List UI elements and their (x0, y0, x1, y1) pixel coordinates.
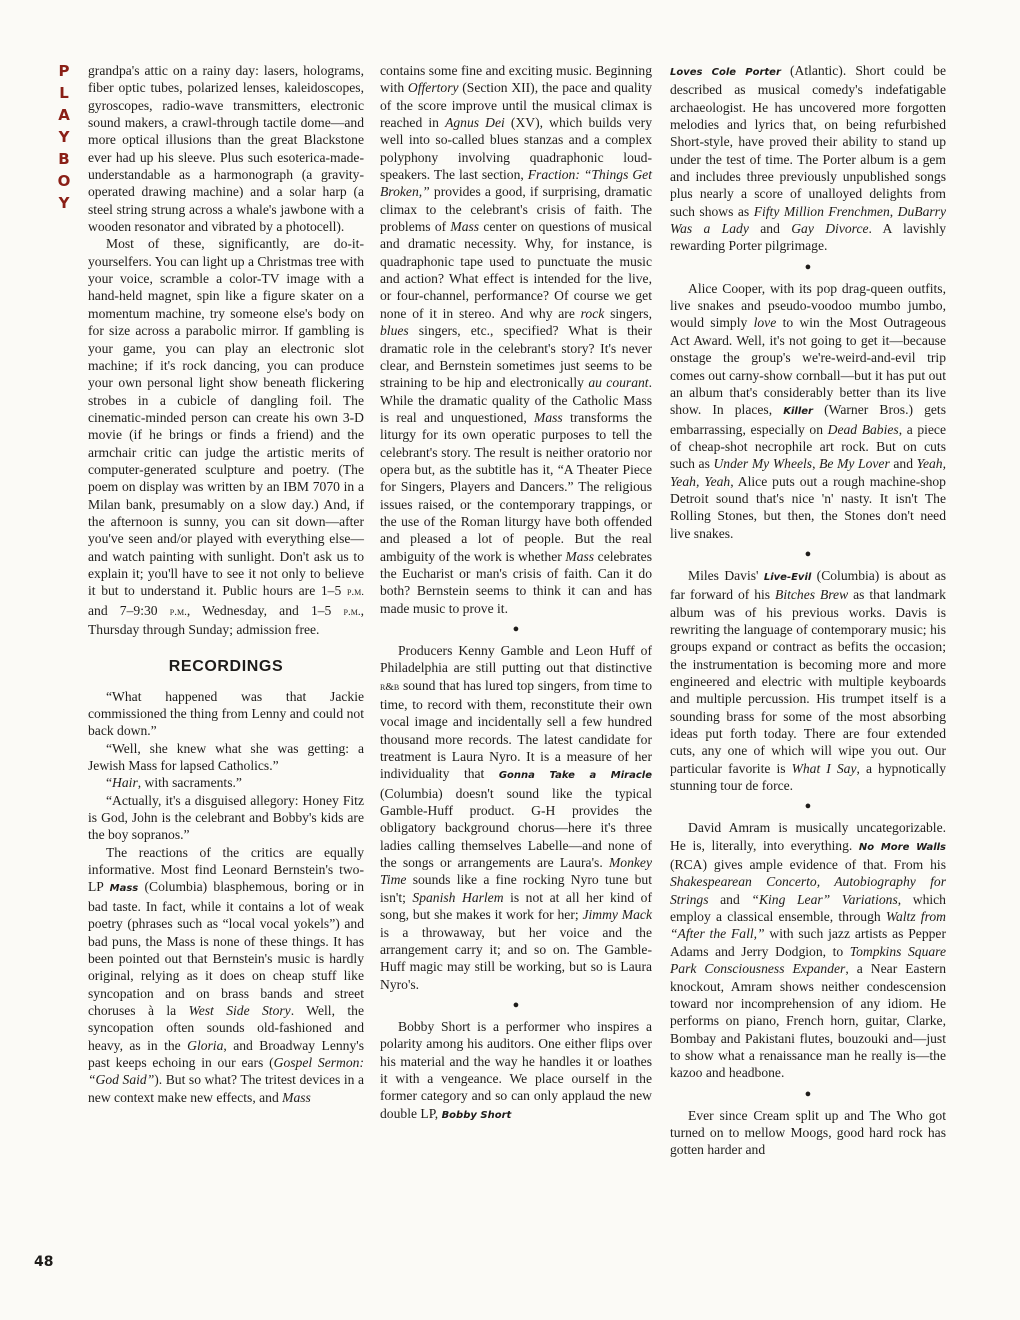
title-italic: Fifty Million Frenchmen (753, 203, 890, 219)
text-run: and (708, 891, 752, 907)
title-italic: Shakespearean Concerto, Autobiography for Strings (670, 874, 946, 907)
time-mark: p.m. (343, 605, 361, 618)
column-3 (670, 62, 946, 1159)
side-letter: P (58, 62, 70, 80)
section-bullet: ● (804, 547, 812, 560)
text-run: ). But so what? The tritest devices in a new context make new effects, and (88, 1072, 364, 1105)
title-italic: Waltz from “After the Fall,” (670, 909, 946, 942)
title-italic: Yeah, Yeah, Yeah (670, 456, 946, 489)
time-mark: p.m. (346, 586, 364, 599)
album-title: Killer (783, 406, 813, 418)
paragraph (380, 62, 652, 617)
album-title: Live-Evil (763, 571, 812, 583)
title-italic: Fraction: “Things Get Broken,” (380, 167, 652, 200)
text-run: and 7–9:30 (88, 602, 170, 618)
genre-mark: r&b (380, 680, 400, 693)
text-run: contains some fine and exciting music. Beginning with (380, 63, 652, 96)
text-run: is not at all her kind of song, but she makes it work for her; (380, 889, 652, 923)
title-italic: Agnus Dei (445, 115, 505, 131)
text-run: The reactions of the critics are equally informative. Most find Leonard Bernstein's two-LP (88, 844, 364, 895)
text-run: singers, etc., specified? What is their dramatic role in the celebrant's story? It's never clear, and Bernstein sometimes just seems to be straining to be hip and electronically (380, 323, 652, 391)
quote-paragraph (88, 774, 364, 791)
section-heading: RECORDINGS (168, 658, 284, 676)
album-title: Gonna Take a Miracle (498, 770, 652, 782)
side-letter: B (58, 150, 70, 168)
text-run: celebrates the Eucharist or man's crisis of faith. Can it do both? Bernstein seems to think it can and has made music to prove it. (380, 548, 653, 616)
section-bullet: ● (804, 260, 812, 273)
quote-paragraph: “Well, she knew what she was getting: a Jewish Mass for lapsed Catholics.” (88, 740, 364, 774)
text-run: with such jazz artists as Pepper Adams and Jerry Dodgion, to (670, 926, 946, 959)
section-bullet: ● (804, 1087, 812, 1100)
side-letter: Y (58, 194, 70, 212)
paragraph (670, 819, 946, 1081)
text-run: Most of these, significantly, are do-it-yourselfers. You can light up a Christmas tree with your voice, scramble a color-TV image with a hand-held magnet, spin like a figure skater on a momentum machine, try someone else's body on for size across a parabolic mirror. If gambling is your game, you can play an electronic slot machine; if it's rock dancing, you can produce your own personal light show beneath flickering strobes in a cubicle of dangling foil. The cinematic-minded person can create his own 3-D movie (if he brings or finds a friend) and the armchair critic can judge the artistic merits of computer-generated sculpture and poetry. (The poem on display was written by an IBM 7070 in a Milan bank, presumably on a slow day.) And, if the afternoon is sunny, you can sit down—after you've seen and/or played with everything else—and watch painting with sunlight. Don't ask us to explain it; you'll have to see it not only to believe it but to understand it. Public hours are 1–5 (88, 236, 364, 599)
text-run: , a Near Eastern knockout, Amram shows neither condescension toward nor incomprehension of any idiom. He performs on piano, French horn, guitar, Clarke, Bombay and Pakistani flutes, bouzouki and—just to show what a renaissance man he really is—the kazoo and headbone. (670, 961, 946, 1081)
column-2 (380, 62, 652, 1124)
text-run: , Wednesday, and 1–5 (186, 602, 344, 618)
title-italic: Dead Babies (827, 421, 899, 437)
text-run: (Columbia) is about as far forward of his (670, 567, 946, 603)
section-bullet: ● (512, 623, 520, 635)
album-title: Loves Cole Porter (670, 67, 781, 78)
text-run: provides a good, if surprising, dramatic climax to the celebrant's crisis of faith. The problems of (380, 184, 652, 235)
album-title: No More Walls (858, 841, 946, 853)
title-italic: Hair (112, 775, 138, 791)
text-run: (RCA) gives ample evidence of that. From his (670, 857, 946, 873)
side-letter: L (59, 84, 69, 102)
text-run: , Thursday through Sunday; admission free. (88, 602, 364, 637)
title-italic: Mass (450, 219, 480, 235)
paragraph (88, 62, 364, 235)
title-italic: love (753, 315, 777, 331)
text-run: singers, (604, 305, 652, 321)
title-italic: “King Lear” Variations (751, 891, 898, 907)
text-run: . While the dramatic quality of the Catholic Mass is real and unquestioned, (380, 375, 652, 425)
text-run: as that landmark album was of his previous works. Davis is rewriting the language of contemporary music; his groups expand or contract as befits the occasion; the instrumentation is becoming more and more engineered and electric with multiple keyboards and multiple percussion. His trumpet itself is a sounding brass for some of the most absorbing ideas put forth today. There are four extended cuts, any one of which will wipe you out. Our particular favorite is (670, 587, 946, 776)
side-letter: A (58, 106, 70, 124)
title-italic: Mass (565, 548, 595, 564)
title-italic: Mass (534, 409, 563, 425)
paragraph (670, 280, 946, 542)
title-italic: DuBarry Was a Lady (670, 203, 947, 237)
text-run: and (748, 221, 792, 237)
text-run: , with sacraments.” (137, 775, 242, 791)
title-italic: West Side Story (188, 1002, 291, 1018)
text-run: (Atlantic). Short could be described as musical comedy's indefatigable archaeologist. He has uncovered more forgotten melodies and lyrics that, on being refurbished Short-style, have proved their ability to stand up under the test of time. The Porter album is a gem and includes three previously unpublished songs plus nearly a score of unalloyed delights from such shows as (670, 63, 946, 219)
page-number: 48 (34, 1254, 54, 1270)
text-run: to win the Most Outrageous Act Award. Well, it's not going to get it—because onstage the group's we're-weird-and-evil trip comes out carny-show cornball—but it has put out an album that's considerably better than its live show. In places, (670, 315, 946, 418)
title-italic: What I Say (791, 760, 857, 776)
text-run: , a hypnotically stunning tour de force. (670, 760, 946, 794)
paragraph (380, 642, 652, 993)
side-letter: O (57, 172, 71, 190)
text-run: and (889, 456, 917, 472)
album-title: Bobby Short (441, 1109, 512, 1121)
paragraph (670, 567, 946, 794)
quote-paragraph: “What happened was that Jackie commissioned the thing from Lenny and could not back down.” (88, 688, 364, 739)
text-run: , which employ a classical ensemble, through (670, 891, 946, 925)
paragraph (88, 235, 364, 638)
text-run: , (889, 203, 898, 219)
text-run: sound that has lured top singers, from time to time, to record with them, reconstitute their own vocal image and incidentally sell a few hundred thousand more records. The latest candidate for treatment is Laura Nyro. It is a measure of her individuality that (380, 677, 652, 782)
paragraph (88, 844, 364, 1106)
title-italic: au courant (588, 375, 649, 391)
title-italic: Offertory (407, 80, 459, 96)
side-letter: Y (58, 128, 70, 146)
column-1 (88, 62, 364, 1106)
text-run: , (812, 456, 820, 472)
text-run: Ever since Cream split up and The Who got turned on to mellow Moogs, good hard rock has gotten harder and (670, 1107, 946, 1158)
text-run: Producers Kenny Gamble and Leon Huff of Philadelphia are still putting out that distinctive (380, 643, 652, 676)
title-italic: Be My Lover (819, 456, 890, 472)
paragraph (670, 1107, 946, 1159)
magazine-name-vertical (52, 60, 76, 214)
title-italic: rock (580, 305, 605, 321)
text-run: David Amram is musically uncategorizable. He is, literally, into everything. (670, 820, 946, 853)
title-italic: Gospel Sermon: “God Said” (88, 1054, 364, 1088)
text-run: . A lavishly rewarding Porter pilgrimage. (670, 221, 947, 254)
text-run: sounds like a fine rocking Nyro tune but isn't; (380, 872, 652, 905)
title-italic: blues (380, 323, 409, 339)
text-run: “ (106, 775, 113, 791)
text-run: Miles Davis' (688, 567, 764, 583)
title-italic: Mass (282, 1089, 311, 1105)
quote-paragraph: “Actually, it's a disguised allegory: Honey Fitz is God, John is the celebrant and Bobby's kids are the boy sopranos.” (88, 792, 364, 843)
album-title: Mass (109, 883, 139, 895)
title-italic: Gloria (187, 1037, 224, 1053)
text-run: , a piece of cheap-shot necrophile art rock. But on cuts such as (670, 421, 947, 472)
paragraph (670, 62, 946, 255)
text-run: Alice Cooper, with its pop drag-queen outfits, live snakes and pseudo-voodoo mumbo jumbo, would simply (670, 280, 946, 331)
section-bullet: ● (512, 998, 520, 1011)
title-italic: Jimmy Mack (582, 907, 652, 923)
time-mark: p.m. (169, 605, 187, 618)
title-italic: Tompkins Square Park Consciousness Expander (670, 943, 946, 977)
section-bullet: ● (804, 800, 812, 813)
text-run: (Columbia) blasphemous, boring or in bad taste. In fact, while it contains a lot of weak poetry (phrases such as “local vocal yokels”) and bad puns, the Mass is none of these things. It has been pointed out that Bernstein's music is hardly original, relying as it does on cheap stuff like syncopation and on brass bands and street choruses à la (88, 879, 364, 1018)
title-italic: Monkey Time (380, 855, 652, 888)
text-run: transforms the liturgy for its own operatic purposes to tell the celebrant's story. The result is neither oratorio nor opera but, as the subtitle has it, “A Theater Piece for Singers, Players and Dancers.” The religious issues raised, or the contemporary trappings, or the use of the Roman liturgy have both offended and pleased a lot of people. But the real ambiguity of the work is whether (380, 409, 652, 564)
text-run: . Well, the syncopation often sounds old-fashioned and heavy, as in the (88, 1002, 364, 1053)
text-run: (Section XII), the pace and quality of the score improve until the musical climax is reached in (380, 80, 652, 131)
text-run: (Warner Bros.) gets embarrassing, especially on (670, 402, 946, 437)
title-italic: Spanish Harlem (412, 889, 504, 905)
title-italic: Under My Wheels (713, 456, 813, 472)
text-run: (XV), which builds very well into so-called blues stanzas and a complex polyphony involving quadraphonic loud-speakers. The last section, (380, 115, 652, 183)
paragraph (380, 1018, 652, 1124)
text-run: is a throwaway, but her voice and the arrangement carry it; and so on. The Gamble-Huff magic may still be working, but so is Laura Nyro's. (380, 924, 652, 992)
title-italic: Bitches Brew (775, 587, 849, 603)
text-run: (Columbia) doesn't sound like the typical Gamble-Huff product. G-H provides the obligatory background chorus—here it's three ladies calling themselves Labelle—and none of the songs or arrangements are Laura's. (380, 785, 652, 871)
text-run: , Alice puts out a rough machine-shop Detroit sound that's nice 'n' nasty. It isn't The Rolling Stones, but then, the Stones don't need live snakes. (670, 473, 946, 541)
text-run: grandpa's attic on a rainy day: lasers, holograms, fiber optic tubes, polarized lenses, kaleidoscopes, gyroscopes, radio-wave transmitters, electronic sound makers, a crawl-through tactile dome—and more optical illusions than the great Blackstone ever had up his sleeve. Plus such esoterica-made-understandable as a harmonograph (a gravity-operated drawing machine) and a solar harp (a steel string strung across a whale's jawbone with a wooden resonator and vibrated by a photocell). (88, 63, 364, 235)
text-run: , and Broadway Lenny's past keeps echoing in our ears ( (88, 1037, 364, 1070)
title-italic: Gay Divorce (791, 221, 869, 237)
text-run: Bobby Short is a performer who inspires a polarity among his auditors. One either flips over his material and the way he handles it or loathes it with a vengeance. We place ourself in the former category and so can only applaud the new double LP, (380, 1018, 652, 1121)
text-run: center on questions of musical and dramatic necessity. Why, for instance, is quadraphonic tape used to punctuate the music and action? What effect is intended for the live, or four-channel, performance? Of course we get none of it in stereo. And why are (380, 219, 653, 321)
